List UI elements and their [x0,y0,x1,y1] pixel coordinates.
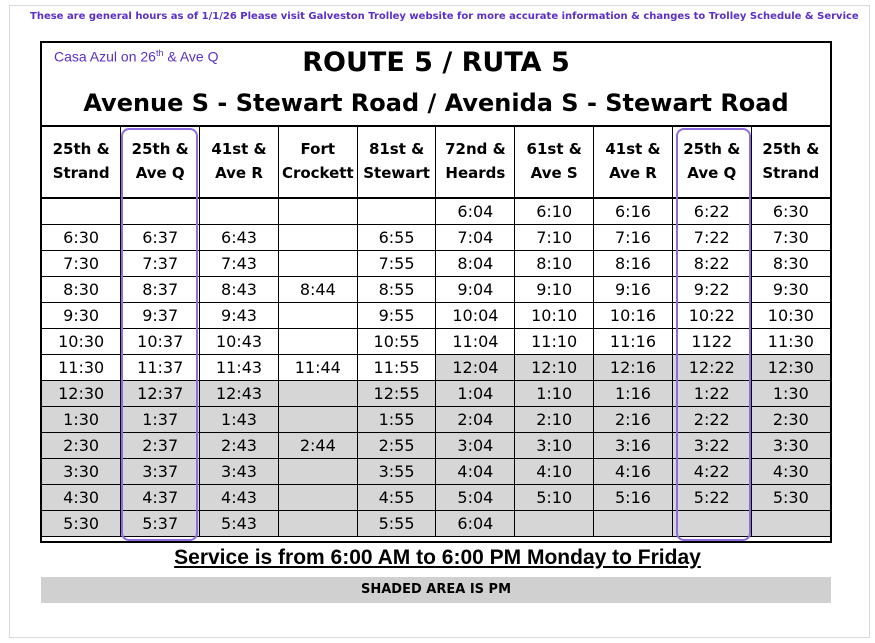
schedule-row [42,329,830,355]
time-cell: 7:22 [672,225,751,251]
time-cell: 8:55 [357,277,436,303]
schedule-notice: These are general hours as of 1/1/26 Please visit Galveston Trolley website for more accurate information & changes to Trolley Schedule & Service [30,11,859,22]
time-cell: 12:04 [436,355,515,381]
time-cell: 3:55 [357,459,436,485]
stop-header [672,125,751,198]
time-cell: 5:30 [42,511,121,537]
time-cell: 8:43 [200,277,279,303]
stop-header-line: Ave R [609,164,657,182]
time-cell: 9:30 [42,303,121,329]
time-cell: 1:10 [515,381,594,407]
stop-header-line: Strand [762,164,820,182]
stop-header-line: 61st & [526,140,582,158]
time-cell: 10:04 [436,303,515,329]
stop-header [357,125,436,198]
time-cell: 3:30 [42,459,121,485]
time-cell: 4:43 [200,485,279,511]
time-cell: 6:16 [594,198,673,225]
time-cell: 8:37 [121,277,200,303]
time-cell: 11:10 [515,329,594,355]
time-cell: 8:04 [436,251,515,277]
route-subtitle: Avenue S - Stewart Road / Avenida S - Stewart Road [83,89,789,117]
time-cell: 3:10 [515,433,594,459]
time-cell: 11:04 [436,329,515,355]
time-cell: 10:22 [672,303,751,329]
time-cell [278,511,357,537]
time-cell: 4:30 [751,459,830,485]
time-cell: 3:22 [672,433,751,459]
stop-header [278,125,357,198]
stop-header [121,125,200,198]
schedule-row [42,198,830,225]
time-cell: 4:55 [357,485,436,511]
stop-header-line: 81st & [368,140,425,158]
time-cell: 7:37 [121,251,200,277]
time-cell: 8:22 [672,251,751,277]
time-cell: 9:30 [751,277,830,303]
schedule-row [42,511,830,537]
time-cell [42,198,121,225]
stop-header [594,125,673,198]
stop-header [436,125,515,198]
stop-header-line: 25th & [131,140,189,158]
time-cell [278,459,357,485]
time-cell: 10:37 [121,329,200,355]
stop-header [515,125,594,198]
stop-header-line: Ave S [530,164,578,182]
time-cell: 3:04 [436,433,515,459]
time-cell [278,251,357,277]
time-cell: 8:44 [278,277,357,303]
time-cell: 1:30 [42,407,121,433]
time-cell: 7:55 [357,251,436,277]
time-cell: 3:37 [121,459,200,485]
time-cell: 9:04 [436,277,515,303]
time-cell: 2:10 [515,407,594,433]
time-cell [278,303,357,329]
casa-superscript: th [155,48,164,58]
time-cell: 9:10 [515,277,594,303]
time-cell: 11:30 [751,329,830,355]
stop-header-line: Crockett [281,164,354,182]
time-cell: 1:55 [357,407,436,433]
schedule-table [42,125,830,537]
time-cell: 1:16 [594,381,673,407]
time-cell [278,485,357,511]
time-cell: 11:55 [357,355,436,381]
time-cell: 4:10 [515,459,594,485]
route-title: ROUTE 5 / RUTA 5 [302,47,570,78]
time-cell: 5:10 [515,485,594,511]
time-cell: 11:16 [594,329,673,355]
schedule-row [42,485,830,511]
time-cell: 3:43 [200,459,279,485]
casa-text: Casa Azul on 26 [54,48,156,65]
stop-header-row [42,125,830,198]
time-cell [278,225,357,251]
time-cell: 5:22 [672,485,751,511]
service-hours-text: Service is from 6:00 AM to 6:00 PM Monday to Friday [174,546,701,569]
time-cell: 6:55 [357,225,436,251]
time-cell: 10:16 [594,303,673,329]
stop-header-line: 41st & [605,140,661,158]
time-cell: 4:04 [436,459,515,485]
time-cell [594,511,673,537]
time-cell: 9:37 [121,303,200,329]
stop-header [42,125,121,198]
time-cell: 11:30 [42,355,121,381]
time-cell: 11:44 [278,355,357,381]
time-cell: 10:10 [515,303,594,329]
schedule-row [42,381,830,407]
stop-header [200,125,279,198]
time-cell: 9:22 [672,277,751,303]
stop-header-line: Stewart [363,164,430,182]
time-cell: 7:04 [436,225,515,251]
shaded-area-legend: SHADED AREA IS PM [41,577,831,603]
stop-header-line: 25th & [52,140,110,158]
route-schedule-sheet [40,41,832,543]
time-cell: 8:30 [751,251,830,277]
time-cell: 2:55 [357,433,436,459]
time-cell: 4:37 [121,485,200,511]
schedule-row [42,355,830,381]
schedule-row [42,225,830,251]
time-cell: 6:37 [121,225,200,251]
time-cell: 3:16 [594,433,673,459]
time-cell: 2:04 [436,407,515,433]
time-cell [278,198,357,225]
time-cell: 9:43 [200,303,279,329]
time-cell: 12:10 [515,355,594,381]
time-cell: 12:30 [751,355,830,381]
time-cell: 12:37 [121,381,200,407]
time-cell: 10:43 [200,329,279,355]
stop-header-line: 72nd & [445,140,506,158]
time-cell: 12:22 [672,355,751,381]
time-cell: 8:30 [42,277,121,303]
time-cell: 1:04 [436,381,515,407]
time-cell: 5:43 [200,511,279,537]
schedule-row [42,251,830,277]
time-cell: 7:43 [200,251,279,277]
time-cell: 5:55 [357,511,436,537]
time-cell: 4:22 [672,459,751,485]
stop-header-line: Strand [52,164,110,182]
schedule-row [42,277,830,303]
time-cell: 10:55 [357,329,436,355]
stop-header-line: Ave Q [687,164,737,182]
time-cell: 6:04 [436,198,515,225]
schedule-body [42,198,830,537]
time-cell [278,381,357,407]
time-cell: 9:55 [357,303,436,329]
time-cell [672,511,751,537]
time-cell: 6:30 [751,198,830,225]
time-cell: 4:30 [42,485,121,511]
stop-header-line: 25th & [762,140,820,158]
time-cell: 2:22 [672,407,751,433]
time-cell: 6:43 [200,225,279,251]
time-cell: 8:16 [594,251,673,277]
time-cell: 10:30 [751,303,830,329]
time-cell [278,329,357,355]
time-cell [515,511,594,537]
stop-header-line: 25th & [683,140,741,158]
time-cell: 1122 [672,329,751,355]
time-cell: 1:22 [672,381,751,407]
time-cell [357,198,436,225]
time-cell [200,198,279,225]
time-cell: 2:44 [278,433,357,459]
time-cell: 11:37 [121,355,200,381]
time-cell: 2:37 [121,433,200,459]
time-cell: 11:43 [200,355,279,381]
time-cell: 5:04 [436,485,515,511]
service-hours [0,546,875,570]
stop-header-line: Ave Q [135,164,185,182]
time-cell: 2:30 [751,407,830,433]
time-cell: 8:10 [515,251,594,277]
time-cell: 12:55 [357,381,436,407]
time-cell: 12:30 [42,381,121,407]
time-cell [121,198,200,225]
time-cell: 9:16 [594,277,673,303]
time-cell: 10:30 [42,329,121,355]
time-cell: 12:43 [200,381,279,407]
time-cell: 7:30 [42,251,121,277]
time-cell: 2:43 [200,433,279,459]
time-cell: 1:37 [121,407,200,433]
schedule-row [42,459,830,485]
stop-header-line: Fort [300,140,336,158]
time-cell: 2:16 [594,407,673,433]
time-cell: 5:30 [751,485,830,511]
time-cell: 5:16 [594,485,673,511]
time-cell: 4:16 [594,459,673,485]
time-cell: 3:30 [751,433,830,459]
time-cell: 1:43 [200,407,279,433]
time-cell: 7:10 [515,225,594,251]
schedule-row [42,407,830,433]
time-cell: 7:16 [594,225,673,251]
time-cell [751,511,830,537]
schedule-row [42,303,830,329]
time-cell: 12:16 [594,355,673,381]
time-cell: 7:30 [751,225,830,251]
casa-tail: & Ave Q [163,48,219,65]
schedule-row [42,433,830,459]
time-cell: 6:04 [436,511,515,537]
time-cell: 6:22 [672,198,751,225]
time-cell: 5:37 [121,511,200,537]
stop-header-line: 41st & [211,140,267,158]
time-cell: 2:30 [42,433,121,459]
time-cell: 6:10 [515,198,594,225]
time-cell [278,407,357,433]
schedule-header [42,43,830,127]
time-cell: 1:30 [751,381,830,407]
stop-header-line: Heards [445,164,506,182]
stop-header-line: Ave R [215,164,263,182]
stop-header [751,125,830,198]
time-cell: 6:30 [42,225,121,251]
